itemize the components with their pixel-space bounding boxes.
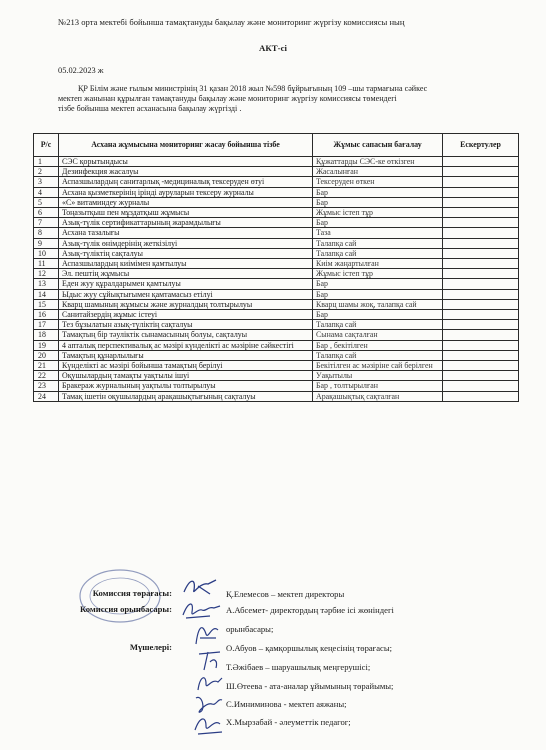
remark — [443, 157, 519, 167]
table-header-row — [34, 134, 519, 157]
checklist-item: Оқушылардың тамақты уақтылы ішуі — [59, 371, 313, 381]
remark — [443, 177, 519, 187]
assessment: Жұмыс істеп тұр — [313, 269, 443, 279]
table-row — [34, 197, 519, 207]
remark — [443, 187, 519, 197]
document-header: №213 орта мектебі бойынша тамақтануды бақылау және мониторинг жүргізу комиссиясы ның — [58, 17, 405, 27]
chair-signature — [180, 574, 220, 600]
remark — [443, 218, 519, 228]
assessment: Құжаттарды СЭС-ке өткізген — [313, 157, 443, 167]
row-number: 6 — [34, 208, 59, 218]
remark — [443, 197, 519, 207]
assessment: Сынама сақталған — [313, 330, 443, 340]
table-row — [34, 279, 519, 289]
table-row — [34, 228, 519, 238]
table-row — [34, 248, 519, 258]
row-number: 11 — [34, 259, 59, 269]
assessment: Тексеруден өткен — [313, 177, 443, 187]
member-name: С.Имниминова - мектеп аяжаны; — [226, 699, 347, 709]
row-number: 2 — [34, 167, 59, 177]
assessment: Таза — [313, 228, 443, 238]
row-number: 10 — [34, 248, 59, 258]
member-signature — [196, 646, 224, 672]
checklist-item: Асхана тазалығы — [59, 228, 313, 238]
row-number: 4 — [34, 187, 59, 197]
remark — [443, 208, 519, 218]
assessment: Кварц шамы жоқ, талапқа сай — [313, 299, 443, 309]
row-number: 9 — [34, 238, 59, 248]
table-row — [34, 350, 519, 360]
row-number: 24 — [34, 391, 59, 401]
member-name: Х.Мырзабай - әлеуметтік педагог; — [226, 717, 351, 727]
checklist-item: «С» витаминдеу журналы — [59, 197, 313, 207]
remark — [443, 269, 519, 279]
document-title: АКТ-сі — [259, 43, 287, 53]
remark — [443, 310, 519, 320]
table-row — [34, 238, 519, 248]
checklist-item: Еден жуу құралдарымен қамтылуы — [59, 279, 313, 289]
table-row — [34, 320, 519, 330]
checklist-item: Кварц шамының жұмысы және журналдың толтырылуы — [59, 299, 313, 309]
intro-paragraph — [58, 84, 488, 115]
remark — [443, 238, 519, 248]
table-row — [34, 299, 519, 309]
row-number: 17 — [34, 320, 59, 330]
assessment: Киім жаңартылған — [313, 259, 443, 269]
checklist-item: Санитайзердің жұмыс істеуі — [59, 310, 313, 320]
deputy-label: Комиссия орынбасары: — [79, 604, 172, 614]
checklist-item: Азық-түлік сертификаттарының жарамдылығы — [59, 218, 313, 228]
table-row — [34, 340, 519, 350]
deputy-name-continued: орынбасары; — [226, 624, 274, 634]
checklist-item: Тоңазытқыш пен мұздатқыш жұмысы — [59, 208, 313, 218]
intro-line: тізбе бойынша мектеп асханасына бақылау жүргізді . — [58, 104, 242, 114]
row-number: 22 — [34, 371, 59, 381]
row-number: 13 — [34, 279, 59, 289]
row-number: 7 — [34, 218, 59, 228]
checklist-item: Асхана қызметкерінің ірінді ауруларын тексеру журналы — [59, 187, 313, 197]
table-row — [34, 330, 519, 340]
document-date: 05.02.2023 ж — [58, 66, 104, 75]
row-number: 21 — [34, 361, 59, 371]
remark — [443, 167, 519, 177]
checklist-item: Тез бұзылатын азық-түліктің сақталуы — [59, 320, 313, 330]
checklist-item: Тамақ ішетін оқушылардың арақашықтығының сақталуы — [59, 391, 313, 401]
table-row — [34, 218, 519, 228]
assessment: Талапқа сай — [313, 238, 443, 248]
column-header: Р/с — [34, 134, 59, 157]
row-number: 5 — [34, 197, 59, 207]
table-row — [34, 208, 519, 218]
remark — [443, 289, 519, 299]
checklist-item: Азық-түліктің сақталуы — [59, 248, 313, 258]
row-number: 19 — [34, 340, 59, 350]
deputy-name: А.Абсемет- директордың тәрбие ісі жөніндегі — [226, 605, 394, 615]
checklist-item: Тамақтың бір тәуліктік сынамасының болуы, сақталуы — [59, 330, 313, 340]
intro-line: мектеп жанынан құрылған тамақтануды бақылау және мониторинг жүргізу комиссиясы төмендегі — [58, 94, 397, 104]
deputy-signature — [180, 598, 222, 622]
checklist-item: Бракераж журналының уақтылы толтырылуы — [59, 381, 313, 391]
table-row — [34, 371, 519, 381]
table-row — [34, 361, 519, 371]
assessment: Талапқа сай — [313, 320, 443, 330]
row-number: 18 — [34, 330, 59, 340]
assessment: Бар — [313, 310, 443, 320]
row-number: 1 — [34, 157, 59, 167]
remark — [443, 279, 519, 289]
assessment: Бар — [313, 218, 443, 228]
assessment: Уақытылы — [313, 371, 443, 381]
intro-line: ҚР Білім және ғылым министрінің 31 қазан 2018 жыл №598 бұйрығының 109 –шы тармағына сәйкес — [78, 84, 428, 93]
assessment: Бар — [313, 289, 443, 299]
remark — [443, 228, 519, 238]
row-number: 8 — [34, 228, 59, 238]
checklist-item: 4 апталық перспективалық ас мәзірі күнделікті ас мәзіріне сәйкестігі — [59, 340, 313, 350]
checklist-item: Аспазшылардың киімімен қамтылуы — [59, 259, 313, 269]
assessment: Талапқа сай — [313, 350, 443, 360]
remark — [443, 330, 519, 340]
checklist-item: Тамақтың құнарлылығы — [59, 350, 313, 360]
remark — [443, 340, 519, 350]
remark — [443, 259, 519, 269]
remark — [443, 350, 519, 360]
table-row — [34, 177, 519, 187]
row-number: 16 — [34, 310, 59, 320]
remark — [443, 361, 519, 371]
table-row — [34, 157, 519, 167]
row-number: 15 — [34, 299, 59, 309]
remark — [443, 381, 519, 391]
assessment: Бар , толтырылған — [313, 381, 443, 391]
table-row — [34, 381, 519, 391]
assessment: Арақашықтық сақталған — [313, 391, 443, 401]
checklist-item: Күнделікті ас мәзірі бойынша тамақтың берілуі — [59, 361, 313, 371]
monitoring-table — [33, 133, 519, 402]
member-name: Ш.Өтеева - ата-аналар ұйымының төрайымы; — [226, 681, 394, 691]
table-row — [34, 289, 519, 299]
column-header: Асхана жұмысына мониторинг жасау бойынша тізбе — [59, 134, 313, 157]
member-name: О.Абуов – қамқоршылық кеңесінің төрағасы; — [226, 643, 392, 653]
assessment: Бар — [313, 187, 443, 197]
checklist-item: Эл. пештің жұмысы — [59, 269, 313, 279]
checklist-item: Ыдыс жуу сұйықтығымен қамтамасыз етілуі — [59, 289, 313, 299]
table-row — [34, 391, 519, 401]
table-row — [34, 167, 519, 177]
remark — [443, 391, 519, 401]
row-number: 12 — [34, 269, 59, 279]
chair-label: Комиссия төрағасы: — [92, 588, 172, 598]
assessment: Жасалынған — [313, 167, 443, 177]
assessment: Бар — [313, 279, 443, 289]
column-header: Ескертулер — [443, 134, 519, 157]
table-row — [34, 269, 519, 279]
table-row — [34, 259, 519, 269]
assessment: Бар , бекітілген — [313, 340, 443, 350]
remark — [443, 320, 519, 330]
members-label: Мүшелері: — [129, 642, 172, 652]
chair-name: Қ.Елемесов – мектеп директоры — [226, 589, 345, 599]
checklist-item: Азық-түлік өнімдерінің жеткізілуі — [59, 238, 313, 248]
checklist-item: СЭС қорытындысы — [59, 157, 313, 167]
checklist-item: Аспазшылардың санитарлық -медициналық тексеруден өтуі — [59, 177, 313, 187]
assessment: Бекітілген ас мәзіріне сай берілген — [313, 361, 443, 371]
remark — [443, 248, 519, 258]
row-number: 14 — [34, 289, 59, 299]
row-number: 20 — [34, 350, 59, 360]
member-signature — [192, 620, 222, 648]
remark — [443, 371, 519, 381]
column-header: Жұмыс сапасын бағалау — [313, 134, 443, 157]
assessment: Бар — [313, 197, 443, 207]
assessment: Талапқа сай — [313, 248, 443, 258]
member-signature — [192, 712, 226, 738]
table-row — [34, 187, 519, 197]
remark — [443, 299, 519, 309]
checklist-item: Дезинфекция жасалуы — [59, 167, 313, 177]
table-row — [34, 310, 519, 320]
row-number: 3 — [34, 177, 59, 187]
assessment: Жұмыс істеп тұр — [313, 208, 443, 218]
member-name: Т.Әжібаев – шаруашылық меңгерушісі; — [226, 662, 371, 672]
row-number: 23 — [34, 381, 59, 391]
